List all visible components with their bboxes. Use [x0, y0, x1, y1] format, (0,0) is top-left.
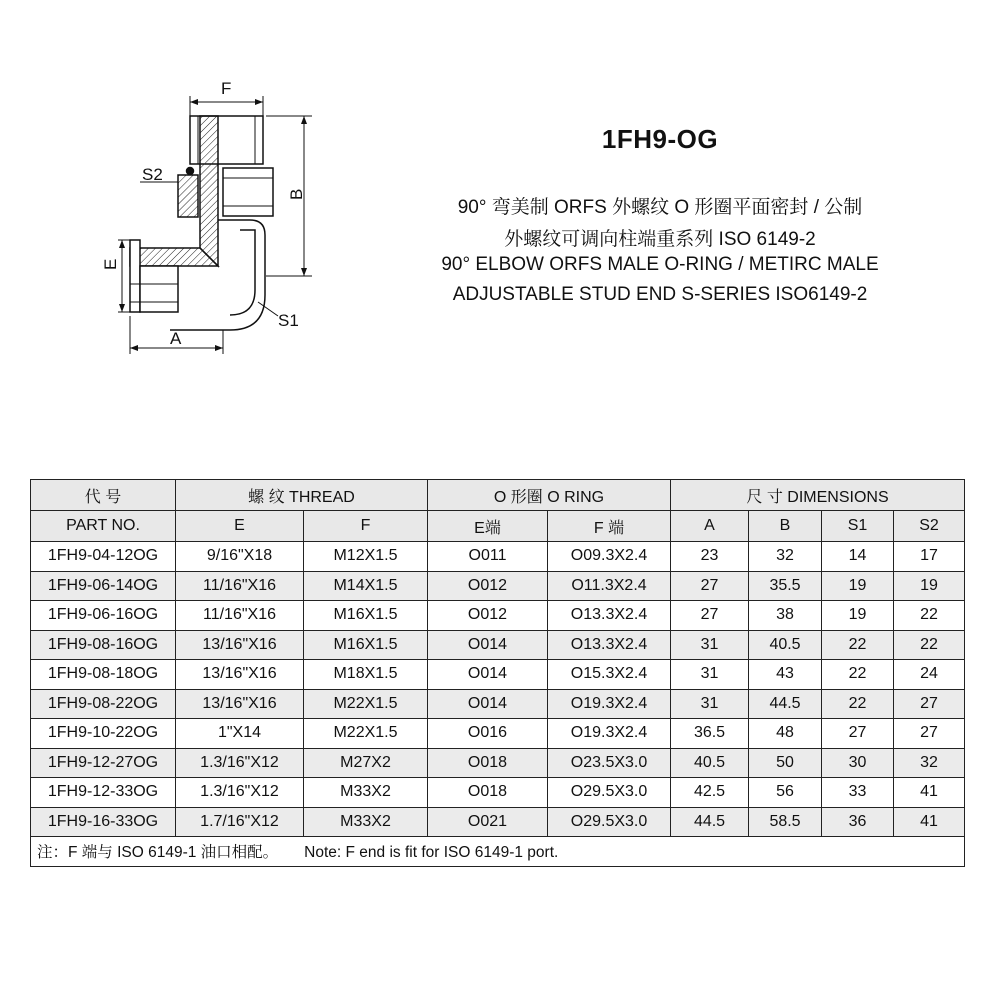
cell-dim-s1: 27: [822, 719, 894, 749]
table-header-row-sub: [31, 511, 965, 542]
label-s1: S1: [278, 311, 299, 330]
header-b: B: [749, 511, 822, 542]
cell-dim-a: 42.5: [671, 778, 749, 808]
cell-dim-s1: 22: [822, 630, 894, 660]
cell-thread-e: 13/16"X16: [176, 689, 304, 719]
cell-part-no: 1FH9-08-16OG: [31, 630, 176, 660]
cell-oring-f: O29.5X3.0: [548, 778, 671, 808]
header-part-no: PART NO.: [31, 511, 176, 542]
cell-dim-s1: 19: [822, 601, 894, 631]
cell-dim-s2: 22: [894, 601, 965, 631]
label-e: E: [101, 258, 120, 270]
cell-part-no: 1FH9-08-18OG: [31, 660, 176, 690]
cell-dim-a: 23: [671, 542, 749, 572]
cell-thread-e: 13/16"X16: [176, 660, 304, 690]
description-line-cn-2: 外螺纹可调向柱端重系列 ISO 6149-2: [504, 229, 816, 250]
cell-part-no: 1FH9-06-14OG: [31, 571, 176, 601]
label-f: F: [221, 80, 232, 98]
cell-dim-s2: 17: [894, 542, 965, 572]
cell-thread-e: 1.3/16"X12: [176, 748, 304, 778]
cell-oring-e: O018: [428, 778, 548, 808]
cell-dim-a: 27: [671, 571, 749, 601]
cell-dim-a: 27: [671, 601, 749, 631]
table-row: [31, 601, 965, 631]
cell-oring-e: O012: [428, 601, 548, 631]
cell-thread-f: M12X1.5: [304, 542, 428, 572]
cell-part-no: 1FH9-12-33OG: [31, 778, 176, 808]
cell-dim-b: 32: [749, 542, 822, 572]
table-row: [31, 807, 965, 837]
cell-dim-b: 40.5: [749, 630, 822, 660]
cell-dim-a: 31: [671, 689, 749, 719]
header-s2: S2: [894, 511, 965, 542]
cell-dim-b: 43: [749, 660, 822, 690]
header-oring: O 形圈 O RING: [428, 480, 671, 511]
cell-dim-s1: 33: [822, 778, 894, 808]
cell-oring-e: O021: [428, 807, 548, 837]
cell-oring-f: O23.5X3.0: [548, 748, 671, 778]
cell-dim-s2: 19: [894, 571, 965, 601]
cell-part-no: 1FH9-10-22OG: [31, 719, 176, 749]
cell-dim-b: 56: [749, 778, 822, 808]
description-line-en-2: ADJUSTABLE STUD END S-SERIES ISO6149-2: [452, 284, 868, 305]
cell-dim-s1: 22: [822, 689, 894, 719]
header-e-end: E端: [428, 511, 548, 542]
cell-dim-s1: 30: [822, 748, 894, 778]
table-body: [31, 542, 965, 837]
cell-part-no: 1FH9-06-16OG: [31, 601, 176, 631]
table-row: [31, 748, 965, 778]
cell-oring-e: O016: [428, 719, 548, 749]
cell-dim-s2: 22: [894, 630, 965, 660]
header-f-end: F 端: [548, 511, 671, 542]
table-row: [31, 660, 965, 690]
cell-oring-e: O014: [428, 660, 548, 690]
product-title: 1FH9-OG: [601, 124, 719, 154]
cell-oring-f: O09.3X2.4: [548, 542, 671, 572]
cell-thread-f: M18X1.5: [304, 660, 428, 690]
cell-dim-s1: 22: [822, 660, 894, 690]
cell-dim-b: 58.5: [749, 807, 822, 837]
cell-oring-f: O11.3X2.4: [548, 571, 671, 601]
table-row: [31, 630, 965, 660]
cell-part-no: 1FH9-12-27OG: [31, 748, 176, 778]
cell-thread-f: M22X1.5: [304, 689, 428, 719]
cell-oring-f: O29.5X3.0: [548, 807, 671, 837]
cell-dim-a: 36.5: [671, 719, 749, 749]
header-a: A: [671, 511, 749, 542]
header-s1: S1: [822, 511, 894, 542]
cell-dim-s2: 41: [894, 807, 965, 837]
cell-part-no: 1FH9-16-33OG: [31, 807, 176, 837]
header-dimensions: 尺 寸 DIMENSIONS: [671, 480, 965, 511]
table-row: [31, 689, 965, 719]
cell-thread-f: M14X1.5: [304, 571, 428, 601]
fitting-drawing: [90, 80, 330, 360]
cell-oring-f: O19.3X2.4: [548, 719, 671, 749]
note-cn: 注：F 端与 ISO 6149-1 油口相配。: [37, 844, 279, 862]
description-line-cn-1: 90° 弯美制 ORFS 外螺纹 O 形圈平面密封 / 公制: [457, 197, 863, 218]
table-row: [31, 778, 965, 808]
cell-oring-e: O012: [428, 571, 548, 601]
cell-part-no: 1FH9-04-12OG: [31, 542, 176, 572]
table-row: [31, 719, 965, 749]
label-b: B: [287, 188, 306, 200]
cell-thread-e: 1"X14: [176, 719, 304, 749]
cell-dim-b: 44.5: [749, 689, 822, 719]
cell-thread-f: M16X1.5: [304, 630, 428, 660]
label-s2: S2: [142, 165, 163, 184]
cell-oring-f: O13.3X2.4: [548, 601, 671, 631]
cell-thread-f: M16X1.5: [304, 601, 428, 631]
description-line-en-1: 90° ELBOW ORFS MALE O-RING / METIRC MALE: [441, 254, 879, 275]
header-e: E: [176, 511, 304, 542]
cell-thread-e: 13/16"X16: [176, 630, 304, 660]
cell-thread-f: M22X1.5: [304, 719, 428, 749]
cell-dim-b: 48: [749, 719, 822, 749]
cell-dim-s2: 27: [894, 689, 965, 719]
cell-dim-a: 40.5: [671, 748, 749, 778]
cell-oring-f: O15.3X2.4: [548, 660, 671, 690]
cell-dim-s2: 41: [894, 778, 965, 808]
note-en: Note: F end is fit for ISO 6149-1 port.: [304, 844, 559, 862]
cell-dim-b: 35.5: [749, 571, 822, 601]
cell-oring-e: O014: [428, 689, 548, 719]
cell-thread-f: M27X2: [304, 748, 428, 778]
cell-thread-f: M33X2: [304, 807, 428, 837]
cell-dim-b: 50: [749, 748, 822, 778]
cell-oring-f: O13.3X2.4: [548, 630, 671, 660]
table-row: [31, 571, 965, 601]
cell-dim-a: 31: [671, 660, 749, 690]
cell-oring-e: O014: [428, 630, 548, 660]
table-row: [31, 542, 965, 572]
cell-thread-e: 1.3/16"X12: [176, 778, 304, 808]
cell-thread-e: 9/16"X18: [176, 542, 304, 572]
cell-oring-f: O19.3X2.4: [548, 689, 671, 719]
cell-dim-a: 31: [671, 630, 749, 660]
cell-dim-s1: 14: [822, 542, 894, 572]
spec-table: [30, 479, 965, 867]
cell-dim-s2: 27: [894, 719, 965, 749]
cell-thread-e: 11/16"X16: [176, 601, 304, 631]
cell-dim-b: 38: [749, 601, 822, 631]
note-row: [31, 837, 965, 867]
cell-dim-s1: 19: [822, 571, 894, 601]
cell-dim-s2: 24: [894, 660, 965, 690]
cell-oring-e: O011: [428, 542, 548, 572]
cell-thread-e: 1.7/16"X12: [176, 807, 304, 837]
cell-thread-e: 11/16"X16: [176, 571, 304, 601]
label-a: A: [170, 329, 182, 348]
header-thread: 螺 纹 THREAD: [176, 480, 428, 511]
note-cell: [31, 837, 965, 867]
cell-part-no: 1FH9-08-22OG: [31, 689, 176, 719]
table-header-row-top: [31, 480, 965, 511]
cell-dim-s1: 36: [822, 807, 894, 837]
cell-dim-a: 44.5: [671, 807, 749, 837]
cell-thread-f: M33X2: [304, 778, 428, 808]
header-f: F: [304, 511, 428, 542]
cell-oring-e: O018: [428, 748, 548, 778]
header-part-cn: 代 号: [31, 480, 176, 511]
cell-dim-s2: 32: [894, 748, 965, 778]
